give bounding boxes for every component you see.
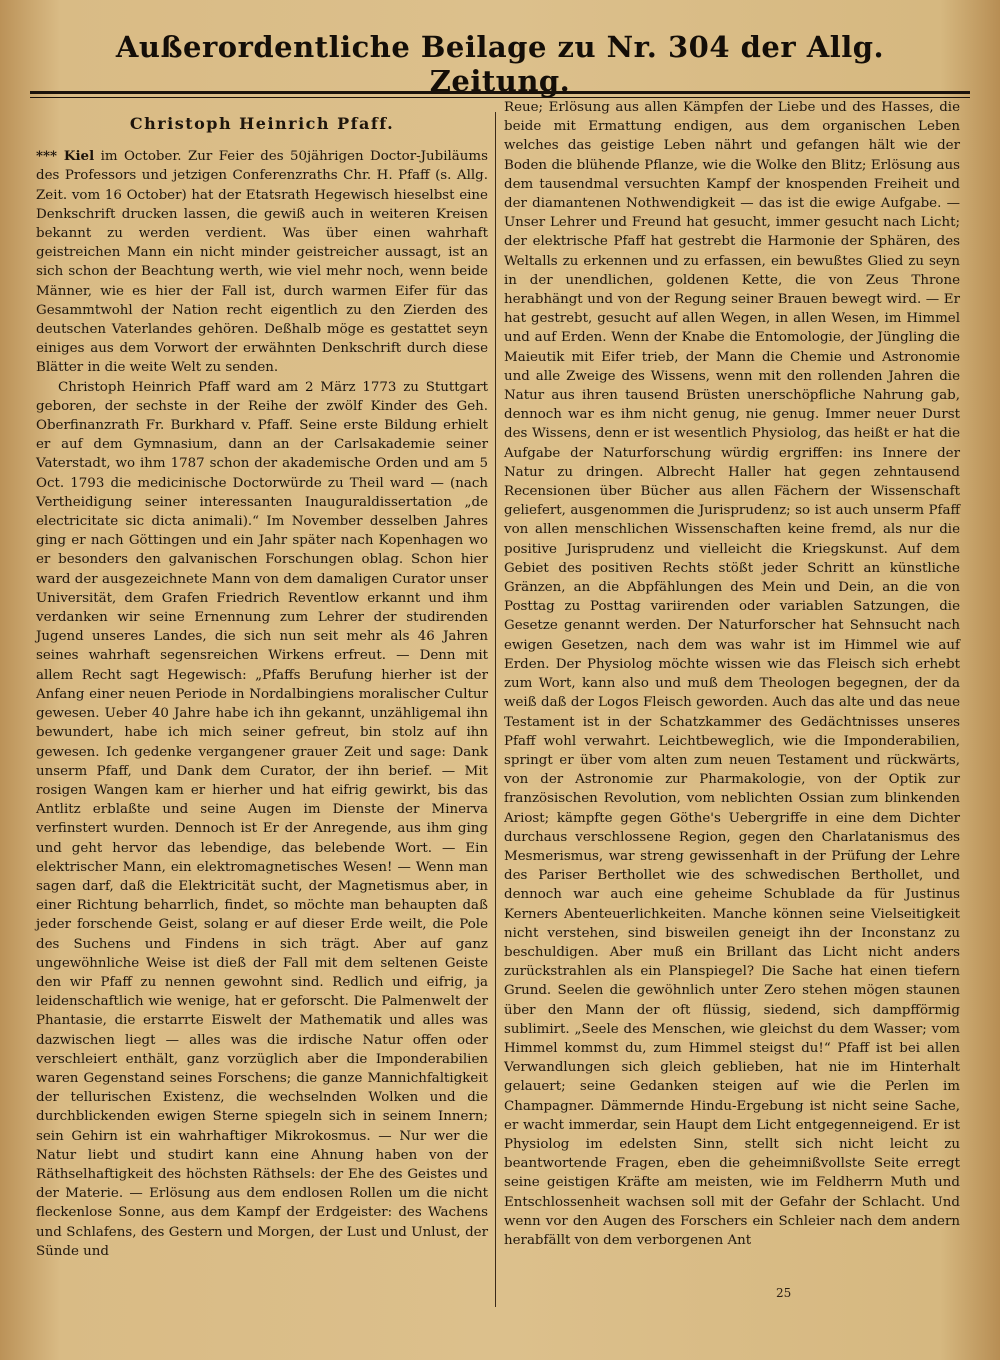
article-paragraph: Christoph Heinrich Pfaff ward am 2 März 1773 zu Stuttgart geboren, der sechste in der Reihe der zwölf Kinder des Geh. Oberfinanzrath Fr. Burkhard v. Pfaff. Seine erste Bildung erhielt er auf dem Gymnasium, dann an der Carlsakademie seiner Vaterstadt, wo ihm 1787 schon der akademische Orden und am 5 Oct. 1793 die medicinische Doctorwürde zu Theil ward — (nach Vertheidigung seiner interessanten Inauguraldissertation „de electricitate sic dicta animali).“ Im November desselben Jahres ging er nach Göttingen und ein Jahr später nach Kopenhagen wo er besonders den galvanischen Forschungen oblag. Schon hier ward der ausgezeichnete Mann von dem damaligen Curator unser Universität, dem Grafen Friedrich Reventlow erkannt und ihm verdanken wir seine Ernennung zum Lehrer der studirenden Jugend unseres Landes, die sich nun seit mehr als 46 Jahren seines wahrhaft segensreichen Wirkens erfreut. — Denn mit allem Recht sagt Hegewisch: „Pfaffs Berufung hierher ist der Anfang einer neuen Periode in Nordalbingiens moralischer Cultur gewesen. Ueber 40 Jahre habe ich ihn gekannt, unzähligemal ihn bewundert, habe ich mich seiner gefreut, bin stolz auf ihn gewesen. Ich gedenke vergangener grauer Zeit und sage: Dank unserm Pfaff, und Dank dem Curator, der ihn berief. — Mit rosigen Wangen kam er hierher und hat eifrig gewirkt, bis das Antlitz erblaßte und seine Augen im Dienste der Minerva verfinstert wurden. Dennoch ist Er der Anregende, aus ihm ging und geht hervor das lebendige, das belebende Wort. — Ein elektrischer Mann, ein elektromagnetisches Wesen! — Wenn man sagen darf, daß die Elektricität sucht, der Magnetismus aber, in einer Richtung beharrlich, findet, so möchte man behaupten daß jeder forschende Geist, solang er auf dieser Erde weilt, die Pole des Suchens und Findens in sich trägt. Aber auf ganz ungewöhnliche Weise ist dieß der Fall mit dem seltenen Geiste den wir Pfaff zu nennen gewohnt sind. Redlich und eifrig, ja leidenschaftlich wie wenige, hat er geforscht. Die Palmenwelt der Phantasie, die erstarrte Eiswelt der Mathematik und alles was dazwischen liegt — alles was die irdische Natur offen oder verschleiert enthält, ganz vorzüglich aber die Imponderabilien waren Gegenstand seines Forschens; die ganze Mannichfaltigkeit der tellurischen Existenz, die wechselnden Wolken und die durchblickenden ewigen Sterne spiegeln sich in seinem Innern; sein Gehirn ist ein wahrhaftiger Mikrokosmus. — Nur wer die Natur liebt und studirt kann eine Ahnung haben von der Räthselhaftigkeit des höchsten Räthsels: der Ehe des Geistes und der Materie. — Erlösung aus dem endlosen Rollen um die nicht fleckenlose Sonne, aus dem Kampf der Erdgeister: des Wachens und Schlafens, des Gestern und Morgen, der Lust und Unlust, der Sünde und [36,379,488,1259]
article-paragraph [36,147,488,377]
paragraph-text: im October. Zur Feier des 50jährigen Doctor-Jubiläums des Professors und jetzigen Conferenzraths Chr. H. Pfaff (s. Allg. Zeit. vom 16 October) hat der Etatsrath Hegewisch hieselbst eine Denkschrift drucken lassen, die gewiß auch in weiteren Kreisen bekannt zu werden verdient. Was über einen wahrhaft geistreichen Mann ein nicht minder geistreicher aussagt, ist an sich schon der Beachtung werth, wie viel mehr noch, wenn beide Männer, wie es hier der Fall ist, durch warmen Eifer für das Gesammtwohl der Nation recht eigentlich zu den Zierden des deutschen Vaterlandes gehören. Deßhalb möge es gestattet seyn einiges aus dem Vorwort der erwähnten Denkschrift durch diese Blätter in die weite Welt zu senden. [36,149,488,376]
masthead-rule-thick [30,91,970,94]
signature-mark: 25 [776,1286,792,1300]
right-column [504,98,960,1250]
article-title: Christoph Heinrich Pfaff. [129,114,395,133]
left-column [36,108,488,1261]
masthead-title: Außerordentliche Beilage zu Nr. 304 der Allg. Zeitung. [115,30,885,98]
dateline: *** Kiel [36,148,95,165]
article-paragraph: Reue; Erlösung aus allen Kämpfen der Liebe und des Hasses, die beide mit Ermattung endigen, aus dem organischen Leben welches das geistige Leben nährt und gefangen hält wie der Boden die blühende Pflanze, wie die Wolke den Blitz; Erlösung aus dem tausendmal versuchten Kampf der knospenden Freiheit und der diamantenen Nothwendigkeit — das ist die ewige Aufgabe. — Unser Lehrer und Freund hat gesucht, immer gesucht nach Licht; der elektrische Pfaff hat gestrebt die Harmonie der Sphären, des Weltalls zu erkennen und zu erfassen, ein bewußtes Glied zu seyn in der unendlichen, goldenen Kette, die von Zeus Throne herabhängt und von der Regung seiner Brauen bewegt wird. — Er hat gestrebt, gesucht auf allen Wegen, in allen Wesen, im Himmel und auf Erden. Wenn der Knabe die Entomologie, der Jüngling die Maieutik mit Eifer trieb, der Mann die Chemie und Astronomie und alle Zweige des Wissens, wenn mit den rollenden Jahren die Natur aus ihren tausend Brüsten unerschöpfliche Nahrung gab, dennoch war es ihm nicht genug, nie genug. Immer neuer Durst des Wissens, denn er ist wesentlich Physiolog, das heißt er hat die Aufgabe der Naturforschung würdig ergriffen: ins Innere der Natur zu dringen. Albrecht Haller hat gegen zehntausend Recensionen über Bücher aus allen Fächern der Wissenschaft geliefert, ausgenommen die Jurisprudenz; so ist auch unserm Pfaff von allen menschlichen Wissenschaften keine fremd, als nur die positive Jurisprudenz und vielleicht die Kriegskunst. Auf dem Gebiet des positiven Rechts stößt jeder Schritt an künstliche Gränzen, an die Abpfählungen des Mein und Dein, an die von Posttag zu Posttag variirenden oder variablen Satzungen, die Gesetze genannt werden. Der Naturforscher hat Sehnsucht nach ewigen Gesetzen, nach dem was wahr ist im Himmel wie auf Erden. Der Physiolog möchte wissen wie das Fleisch sich erhebt zum Wort, kann also und muß dem Theologen begegnen, der da weiß daß der Logos Fleisch geworden. Auch das alte und das neue Testament ist in der Schatzkammer des Gedächtnisses unseres Pfaff wohl verwahrt. Leichtbeweglich, wie die Imponderabilien, springt er über vom alten zum neuen Testament und rückwärts, von der Astronomie zur Pharmakologie, von der Optik zur französischen Revolution, vom neblichten Ossian zum blinkenden Ariost; kämpfte gegen Göthe's Uebergriffe in eine dem Dichter durchaus verschlossene Region, gegen den Charlatanismus des Mesmerismus, war streng gewissenhaft in der Prüfung der Lehre des Pariser Berthollet wie des schwedischen Berthollet, und dennoch war auch eine geheime Schublade da für Justinus Kerners Abenteuerlichkeiten. Manche können seine Vielseitigkeit nicht verstehen, sind bisweilen geneigt ihn der Inconstanz zu beschuldigen. Aber muß ein Brillant das Licht nicht anders zurückstrahlen als ein Planspiegel? Die Sache hat einen tiefern Grund. Seelen die gewöhnlich unter Zero stehen mögen staunen über den Mann der oft flüssig, siedend, sich dampfförmig sublimirt. „Seele des Menschen, wie gleichst du dem Wasser; vom Himmel kommst du, zum Himmel steigst du!“ Pfaff ist bei allen Verwandlungen sich gleich geblieben, hat nie im Hinterhalt gelauert; seine Gedanken steigen auf wie die Perlen im Champagner. Dämmernde Hindu-Ergebung ist nicht seine Sache, er wacht immerdar, sein Haupt dem Licht entgegenneigend. Er ist Physiolog im edelsten Sinn, stellt sich nicht leicht zu beantwortende Fragen, eben die geheimnißvollste Seite erregt seine geistigen Kräfte am meisten, wie im Feldherrn Muth und Entschlossenheit wachsen soll mit der Gefahr der Schlacht. Und wenn vor den Augen des Forschers ein Schleier nach dem andern herabfällt von dem verborgenen Ant [504,100,960,1248]
column-divider [495,112,496,1307]
